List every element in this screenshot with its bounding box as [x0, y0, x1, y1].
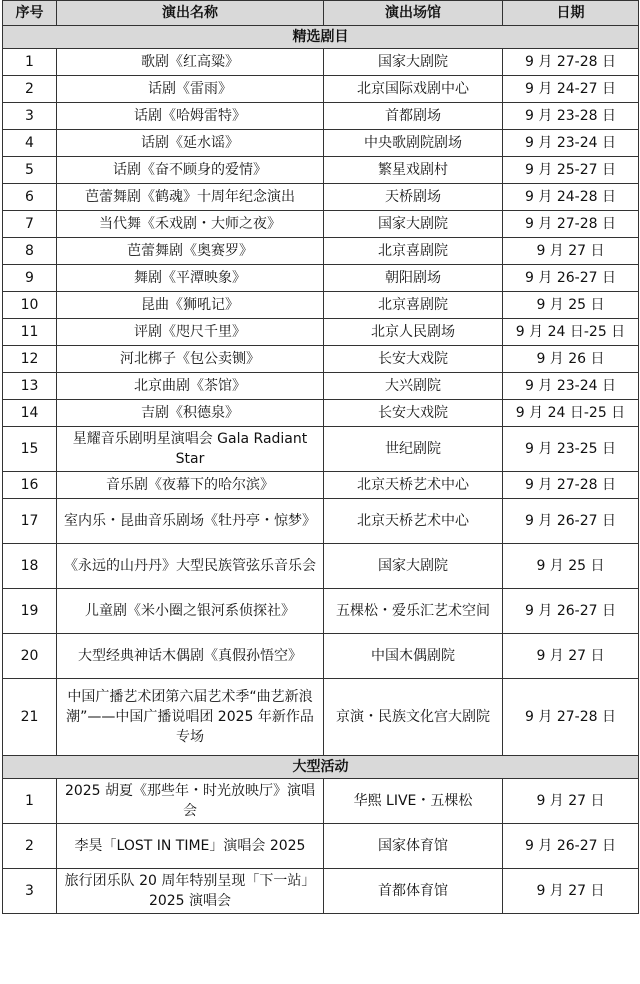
table-row — [3, 400, 639, 427]
table-row — [3, 373, 639, 400]
cell-venue: 国家大剧院 — [324, 211, 503, 238]
cell-date: 9 月 23-24 日 — [503, 130, 639, 157]
cell-no: 2 — [3, 76, 57, 103]
cell-name: 舞剧《平潭映象》 — [57, 265, 324, 292]
cell-date: 9 月 24-27 日 — [503, 76, 639, 103]
header-venue: 演出场馆 — [324, 1, 503, 26]
cell-no: 4 — [3, 130, 57, 157]
table-row — [3, 76, 639, 103]
cell-name: 星耀音乐剧明星演唱会 Gala Radiant Star — [57, 427, 324, 472]
section-row — [3, 756, 639, 779]
cell-venue: 华熙 LIVE・五棵松 — [324, 779, 503, 824]
cell-date: 9 月 24-28 日 — [503, 184, 639, 211]
cell-date: 9 月 26-27 日 — [503, 265, 639, 292]
cell-name: 话剧《延水谣》 — [57, 130, 324, 157]
cell-date: 9 月 27-28 日 — [503, 49, 639, 76]
table-row — [3, 346, 639, 373]
cell-date: 9 月 27-28 日 — [503, 472, 639, 499]
cell-date: 9 月 26-27 日 — [503, 824, 639, 869]
table-row — [3, 544, 639, 589]
table-row — [3, 238, 639, 265]
cell-date: 9 月 23-28 日 — [503, 103, 639, 130]
cell-venue: 北京喜剧院 — [324, 238, 503, 265]
table-row — [3, 472, 639, 499]
cell-date: 9 月 27-28 日 — [503, 679, 639, 756]
cell-venue: 朝阳剧场 — [324, 265, 503, 292]
cell-name: 话剧《哈姆雷特》 — [57, 103, 324, 130]
cell-date: 9 月 27 日 — [503, 238, 639, 265]
cell-no: 18 — [3, 544, 57, 589]
cell-name: 评剧《咫尺千里》 — [57, 319, 324, 346]
cell-name: 歌剧《红高粱》 — [57, 49, 324, 76]
cell-name: 旅行团乐队 20 周年特别呈现「下一站」2025 演唱会 — [57, 869, 324, 914]
cell-date: 9 月 27 日 — [503, 869, 639, 914]
table-row — [3, 211, 639, 238]
cell-venue: 长安大戏院 — [324, 400, 503, 427]
cell-venue: 中国木偶剧院 — [324, 634, 503, 679]
cell-name: 室内乐・昆曲音乐剧场《牡丹亭・惊梦》 — [57, 499, 324, 544]
cell-venue: 长安大戏院 — [324, 346, 503, 373]
table-row — [3, 869, 639, 914]
cell-name: 北京曲剧《茶馆》 — [57, 373, 324, 400]
cell-venue: 北京天桥艺术中心 — [324, 499, 503, 544]
cell-date: 9 月 25 日 — [503, 292, 639, 319]
cell-no: 20 — [3, 634, 57, 679]
cell-date: 9 月 26-27 日 — [503, 589, 639, 634]
cell-date: 9 月 23-25 日 — [503, 427, 639, 472]
table-row — [3, 292, 639, 319]
cell-name: 2025 胡夏《那些年・时光放映厅》演唱会 — [57, 779, 324, 824]
table-row — [3, 319, 639, 346]
cell-venue: 国家大剧院 — [324, 544, 503, 589]
table-row — [3, 103, 639, 130]
schedule-table — [2, 0, 639, 914]
cell-no: 13 — [3, 373, 57, 400]
cell-venue: 大兴剧院 — [324, 373, 503, 400]
table-row — [3, 634, 639, 679]
table-row — [3, 157, 639, 184]
header-date: 日期 — [503, 1, 639, 26]
cell-date: 9 月 27-28 日 — [503, 211, 639, 238]
cell-venue: 北京天桥艺术中心 — [324, 472, 503, 499]
cell-name: 大型经典神话木偶剧《真假孙悟空》 — [57, 634, 324, 679]
cell-no: 2 — [3, 824, 57, 869]
cell-name: 芭蕾舞剧《鹤魂》十周年纪念演出 — [57, 184, 324, 211]
cell-name: 《永远的山丹丹》大型民族管弦乐音乐会 — [57, 544, 324, 589]
cell-no: 6 — [3, 184, 57, 211]
cell-no: 21 — [3, 679, 57, 756]
cell-date: 9 月 23-24 日 — [503, 373, 639, 400]
table-row — [3, 779, 639, 824]
cell-no: 5 — [3, 157, 57, 184]
cell-no: 19 — [3, 589, 57, 634]
table-row — [3, 679, 639, 756]
table-row — [3, 824, 639, 869]
cell-name: 芭蕾舞剧《奥赛罗》 — [57, 238, 324, 265]
table-row — [3, 265, 639, 292]
cell-name: 昆曲《狮吼记》 — [57, 292, 324, 319]
cell-name: 河北梆子《包公卖铡》 — [57, 346, 324, 373]
cell-venue: 天桥剧场 — [324, 184, 503, 211]
cell-date: 9 月 26-27 日 — [503, 499, 639, 544]
cell-date: 9 月 24 日-25 日 — [503, 319, 639, 346]
table-row — [3, 184, 639, 211]
cell-name: 中国广播艺术团第六届艺术季“曲艺新浪潮”——中国广播说唱团 2025 年新作品专场 — [57, 679, 324, 756]
cell-date: 9 月 27 日 — [503, 634, 639, 679]
table-row — [3, 49, 639, 76]
header-row — [3, 1, 639, 26]
table-row — [3, 130, 639, 157]
cell-venue: 首都体育馆 — [324, 869, 503, 914]
cell-no: 9 — [3, 265, 57, 292]
cell-venue: 北京喜剧院 — [324, 292, 503, 319]
cell-date: 9 月 24 日-25 日 — [503, 400, 639, 427]
cell-no: 17 — [3, 499, 57, 544]
cell-no: 16 — [3, 472, 57, 499]
cell-no: 10 — [3, 292, 57, 319]
cell-venue: 五棵松・爱乐汇艺术空间 — [324, 589, 503, 634]
section-row — [3, 26, 639, 49]
section-title: 大型活动 — [3, 756, 639, 779]
cell-name: 吉剧《积德泉》 — [57, 400, 324, 427]
schedule-body — [3, 26, 639, 914]
cell-name: 李昊「LOST IN TIME」演唱会 2025 — [57, 824, 324, 869]
cell-venue: 京演・民族文化宫大剧院 — [324, 679, 503, 756]
cell-venue: 国家体育馆 — [324, 824, 503, 869]
cell-name: 音乐剧《夜幕下的哈尔滨》 — [57, 472, 324, 499]
cell-name: 话剧《雷雨》 — [57, 76, 324, 103]
cell-name: 当代舞《禾戏剧・大师之夜》 — [57, 211, 324, 238]
cell-no: 14 — [3, 400, 57, 427]
table-row — [3, 499, 639, 544]
table-row — [3, 589, 639, 634]
cell-venue: 世纪剧院 — [324, 427, 503, 472]
header-name: 演出名称 — [57, 1, 324, 26]
cell-no: 12 — [3, 346, 57, 373]
cell-no: 8 — [3, 238, 57, 265]
cell-no: 1 — [3, 49, 57, 76]
section-title: 精选剧目 — [3, 26, 639, 49]
cell-venue: 繁星戏剧村 — [324, 157, 503, 184]
cell-venue: 北京人民剧场 — [324, 319, 503, 346]
cell-venue: 中央歌剧院剧场 — [324, 130, 503, 157]
cell-name: 儿童剧《米小圈之银河系侦探社》 — [57, 589, 324, 634]
cell-no: 1 — [3, 779, 57, 824]
cell-name: 话剧《奋不顾身的爱情》 — [57, 157, 324, 184]
cell-no: 3 — [3, 869, 57, 914]
cell-date: 9 月 27 日 — [503, 779, 639, 824]
cell-no: 3 — [3, 103, 57, 130]
cell-no: 11 — [3, 319, 57, 346]
header-no: 序号 — [3, 1, 57, 26]
cell-date: 9 月 25-27 日 — [503, 157, 639, 184]
cell-venue: 北京国际戏剧中心 — [324, 76, 503, 103]
cell-no: 7 — [3, 211, 57, 238]
cell-no: 15 — [3, 427, 57, 472]
cell-date: 9 月 25 日 — [503, 544, 639, 589]
table-row — [3, 427, 639, 472]
cell-venue: 首都剧场 — [324, 103, 503, 130]
cell-date: 9 月 26 日 — [503, 346, 639, 373]
cell-venue: 国家大剧院 — [324, 49, 503, 76]
